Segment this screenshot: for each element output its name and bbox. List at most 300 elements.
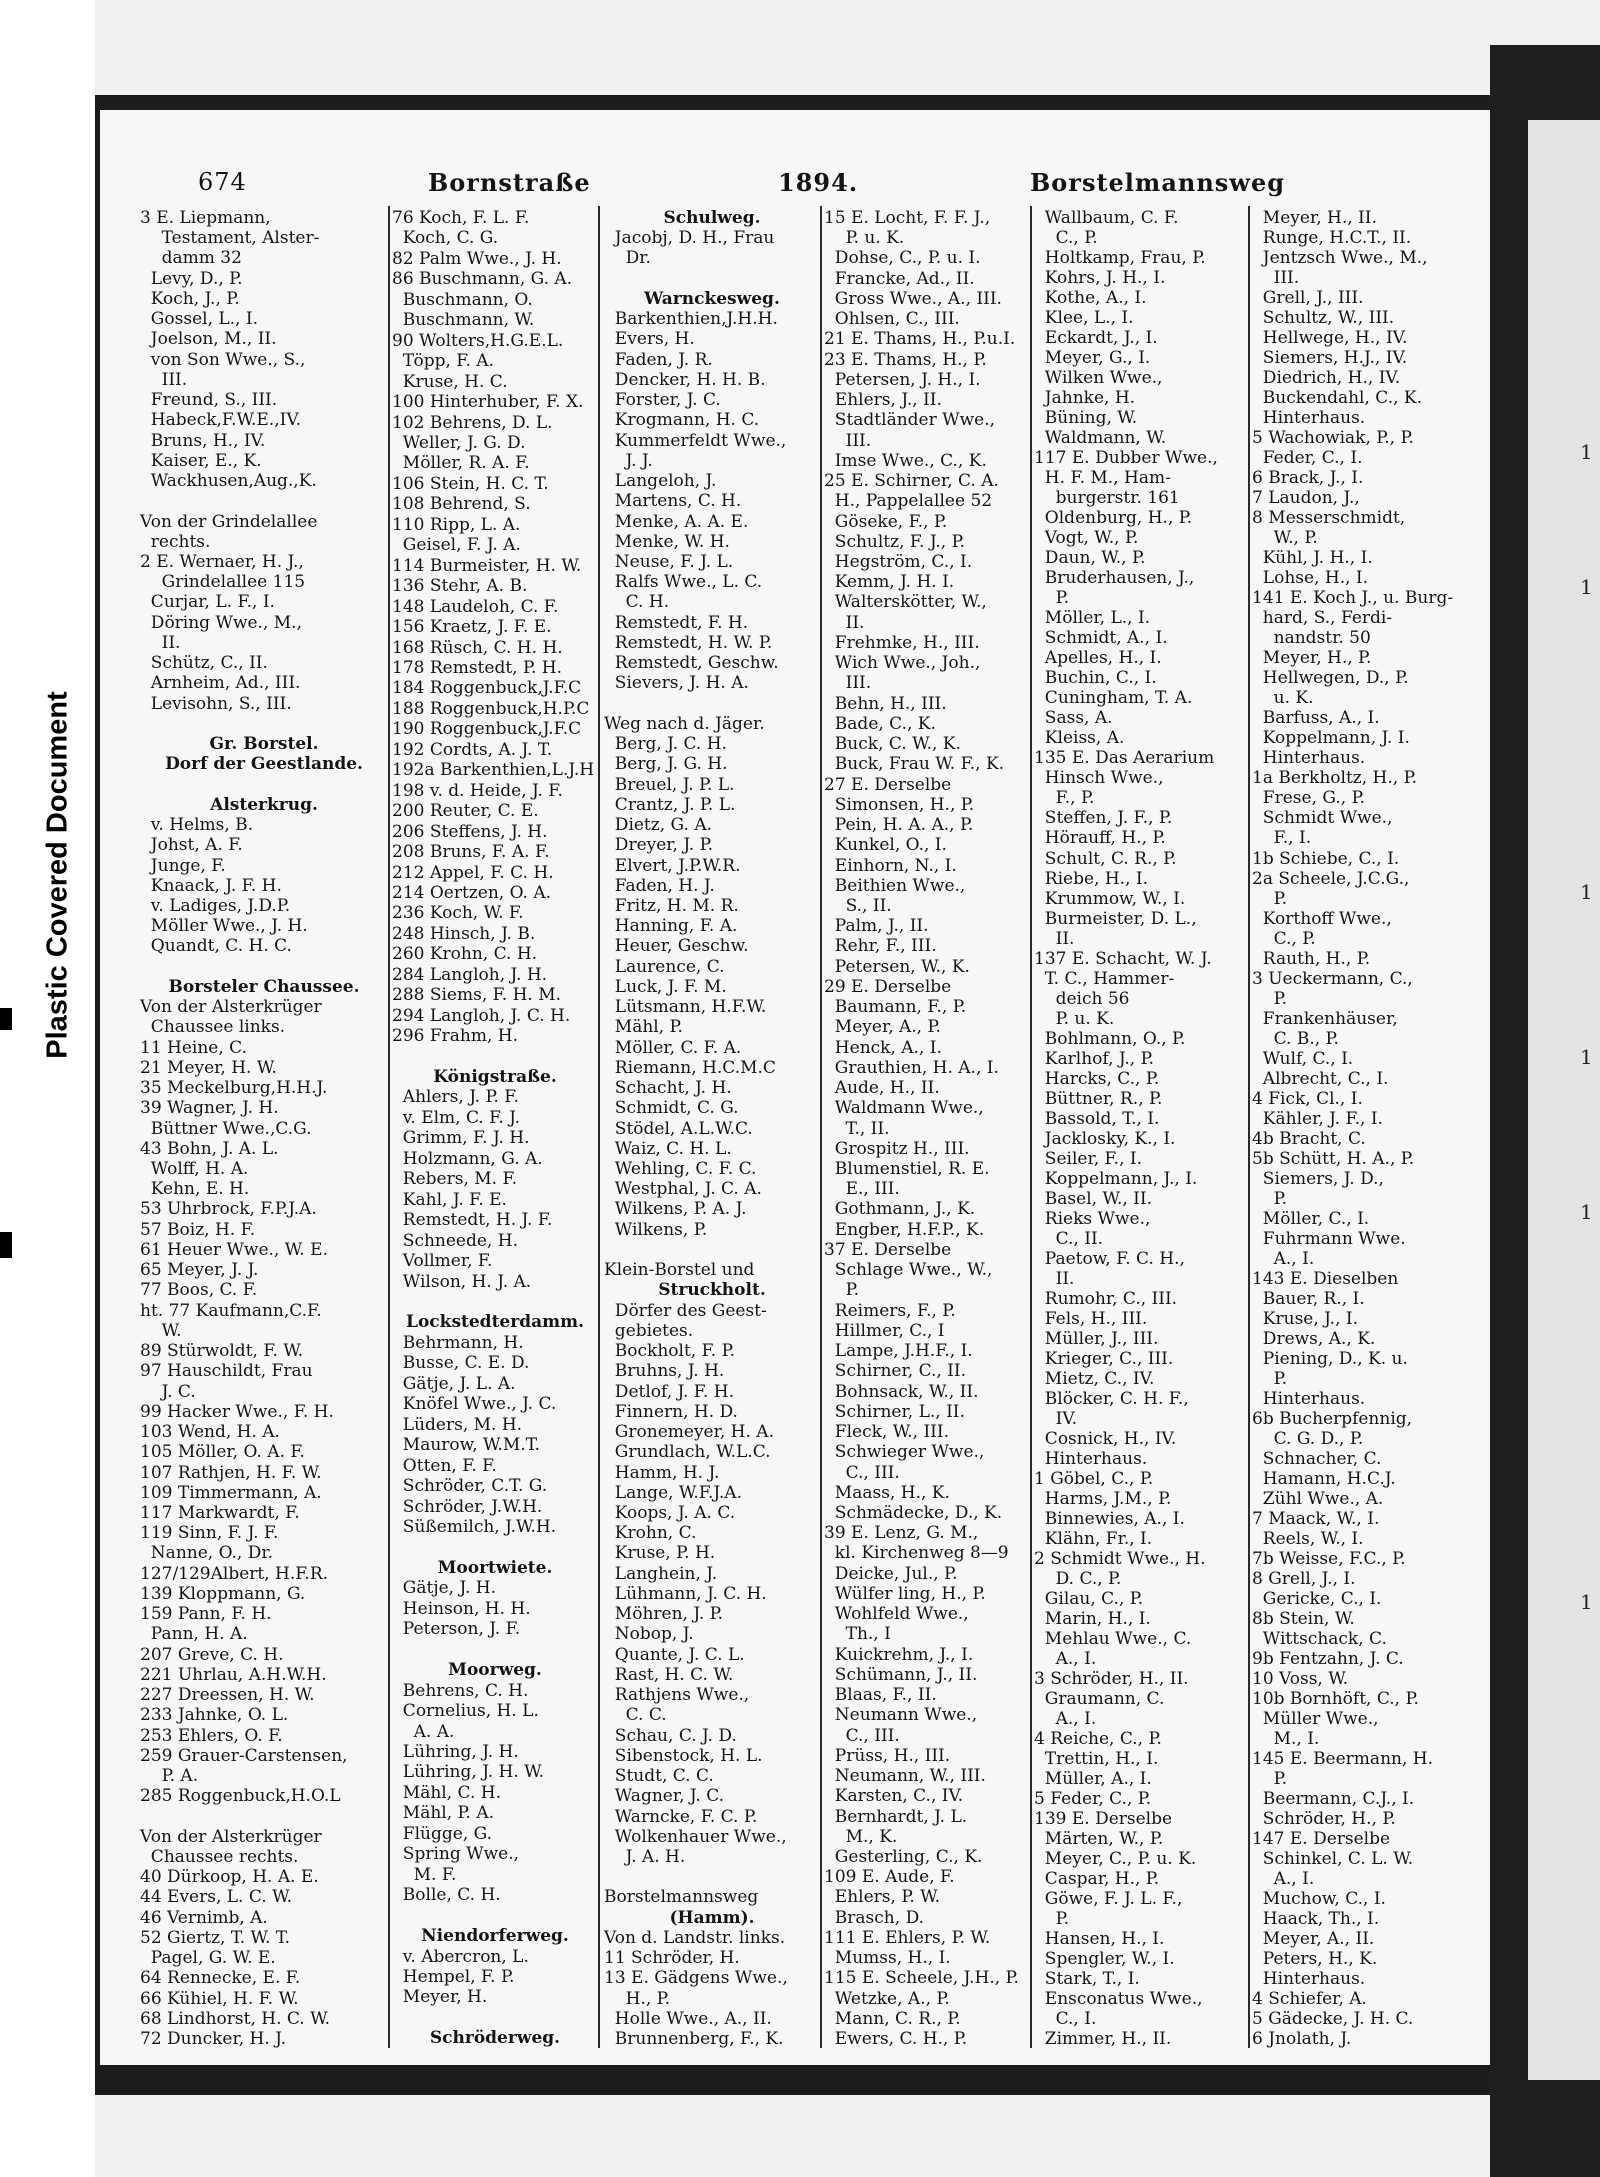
directory-entry: Lütsmann, H.F.W. [604, 997, 767, 1018]
directory-entry: Studt, C. C. [604, 1766, 714, 1787]
directory-entry: Von d. Landstr. links. [604, 1927, 786, 1948]
directory-entry: Gronemeyer, H. A. [604, 1422, 774, 1443]
directory-entry: Stark, T., I. [1034, 1969, 1140, 1990]
edge-mark [0, 1008, 12, 1030]
directory-entry: Eckardt, J., I. [1034, 328, 1158, 349]
directory-entry: Levisohn, S., III. [140, 693, 292, 714]
directory-entry: Rauth, H., P. [1252, 948, 1371, 969]
directory-entry: Aude, H., II. [824, 1078, 940, 1099]
directory-entry: A., I. [1252, 1248, 1315, 1269]
directory-entry: 236 Koch, W. F. [392, 903, 524, 924]
directory-entry: M., K. [824, 1826, 898, 1847]
directory-entry: Pagel, G. W. E. [140, 1948, 276, 1969]
directory-entry: 68 Lindhorst, H. C. W. [140, 2008, 331, 2029]
directory-entry: Kruse, P. H. [604, 1543, 716, 1564]
directory-entry [604, 269, 820, 289]
directory-entry: Knaack, J. F. H. [140, 875, 282, 896]
directory-entry: Hansen, H., I. [1034, 1929, 1165, 1950]
directory-entry: Kohrs, J. H., I. [1034, 268, 1166, 289]
directory-entry: 260 Krohn, C. H. [392, 944, 538, 965]
directory-entry: 10 Voss, W. [1252, 1669, 1349, 1690]
directory-entry: Cuningham, T. A. [1034, 688, 1193, 709]
directory-entry: W. [140, 1320, 182, 1341]
directory-entry: Meyer, C., P. u. K. [1034, 1849, 1197, 1870]
directory-entry: v. Ladiges, J.D.P. [140, 895, 291, 916]
directory-entry: Jacobj, D. H., Frau [604, 228, 775, 249]
directory-entry: Warncke, F. C. P. [604, 1806, 758, 1827]
directory-entry: Buschmann, O. [392, 289, 533, 310]
directory-entry: Westphal, J. C. A. [604, 1179, 762, 1200]
directory-entry: 27 E. Derselbe [824, 774, 952, 795]
directory-entry: Remstedt, F. H. [604, 612, 749, 633]
directory-entry: 148 Laudeloh, C. F. [392, 596, 559, 617]
directory-entry: Sass, A. [1034, 708, 1113, 729]
directory-entry: Möller, C., I. [1252, 1208, 1370, 1229]
directory-entry: 296 Frahm, H. [392, 1026, 519, 1047]
directory-entry: 61 Heuer Wwe., W. E. [140, 1239, 328, 1260]
directory-entry: Bauer, R., I. [1252, 1288, 1365, 1309]
directory-entry: 7b Weisse, F.C., P. [1252, 1549, 1406, 1570]
directory-entry: 90 Wolters,H.G.E.L. [392, 330, 564, 351]
directory-entry: 64 Rennecke, E. F. [140, 1968, 301, 1989]
directory-entry: Th., I [824, 1624, 891, 1645]
directory-entry: Dencker, H. H. B. [604, 369, 766, 390]
directory-entry: Beermann, C.J., I. [1252, 1789, 1415, 1810]
directory-entry: 8 Messerschmidt, [1252, 508, 1406, 529]
directory-entry: Büttner, R., P. [1034, 1088, 1163, 1109]
directory-entry: Johst, A. F. [140, 835, 243, 856]
directory-entry: 285 Roggenbuck,H.O.L [140, 1786, 341, 1807]
directory-entry: Schwieger Wwe., [824, 1442, 985, 1463]
directory-entry: Holtkamp, Frau, P. [1034, 248, 1206, 269]
directory-entry: Weller, J. G. D. [392, 432, 526, 453]
directory-entry: Bolle, C. H. [392, 1885, 501, 1906]
directory-entry: Drews, A., K. [1252, 1328, 1376, 1349]
directory-entry: 43 Bohn, J. A. L. [140, 1138, 279, 1159]
directory-entry: damm 32 [140, 248, 242, 269]
directory-entry: Schmädecke, D., K. [824, 1503, 1003, 1523]
directory-entry: Bohlmann, O., P. [1034, 1028, 1186, 1049]
directory-entry: ht. 77 Kaufmann,C.F. [140, 1300, 322, 1321]
directory-entry: 57 Boiz, H. F. [140, 1219, 256, 1240]
directory-entry: C., III. [824, 1725, 900, 1746]
directory-entry: Caspar, H., P. [1034, 1869, 1160, 1890]
directory-entry: 4 Fick, Cl., I. [1252, 1088, 1363, 1109]
directory-entry: 13 E. Gädgens Wwe., [604, 1968, 788, 1989]
directory-entry: IV. [1034, 1408, 1078, 1429]
directory-entry: 9b Fentzahn, J. C. [1252, 1649, 1404, 1670]
directory-entry: Curjar, L. F., I. [140, 592, 275, 613]
directory-entry: Langeloh, J. [604, 471, 717, 492]
directory-entry: 11 Heine, C. [140, 1037, 247, 1058]
directory-entry: Heinson, H. H. [392, 1598, 531, 1619]
directory-entry: Niendorferweg. [421, 1926, 569, 1947]
directory-entry: Menke, A. A. E. [604, 511, 749, 532]
directory-entry: Cosnick, H., IV. [1034, 1428, 1177, 1449]
directory-entry: A., I. [1034, 1709, 1097, 1730]
directory-entry: Koppelmann, J. I. [1252, 728, 1410, 749]
directory-entry: Remstedt, H. J. F. [392, 1210, 553, 1231]
directory-entry: Jentzsch Wwe., M., [1252, 248, 1428, 269]
directory-entry: 147 E. Derselbe [1252, 1829, 1391, 1850]
directory-entry: 136 Stehr, A. B. [392, 576, 528, 597]
directory-entry: P. [1252, 888, 1288, 909]
directory-entry: C., I. [1034, 2009, 1097, 2030]
directory-entry: Reimers, F., P. [824, 1300, 956, 1321]
directory-page [100, 110, 1490, 2065]
directory-entry: Kuickrehm, J., I. [824, 1644, 974, 1665]
directory-entry: Barkenthien,J.H.H. [604, 309, 778, 330]
directory-entry: Meyer, H. [392, 1987, 488, 2008]
directory-entry: Engber, H.F.P., K. [824, 1219, 985, 1240]
directory-entry: Rathjens Wwe., [604, 1685, 750, 1706]
directory-entry: Göseke, F., P. [824, 511, 948, 532]
directory-entry: 7 Maack, W., I. [1252, 1509, 1380, 1530]
directory-entry: 1 Göbel, C., P. [1034, 1468, 1154, 1489]
directory-entry: H., Pappelallee 52 [824, 491, 993, 512]
directory-entry: 221 Uhrlau, A.H.W.H. [140, 1664, 327, 1685]
directory-entry: Schmidt Wwe., [1252, 808, 1393, 829]
directory-entry: 39 Wagner, J. H. [140, 1098, 279, 1119]
directory-entry: Rast, H. C. W. [604, 1664, 734, 1685]
directory-entry: Schultz, F. J., P. [824, 531, 965, 552]
directory-entry: Wohlfeld Wwe., [824, 1604, 969, 1625]
directory-entry: Bade, C., K. [824, 713, 936, 734]
directory-entry [604, 1867, 820, 1887]
directory-entry: Maurow, W.M.T. [392, 1435, 540, 1456]
directory-entry: Büning, W. [1034, 408, 1138, 429]
margin-mark: 1 [1580, 880, 1593, 904]
directory-entry: 23 E. Thams, H., P. [824, 349, 987, 370]
directory-entry: Moortwiete. [437, 1557, 553, 1578]
directory-entry: Ohlsen, C., III. [824, 309, 960, 330]
directory-entry: Prüss, H., III. [824, 1745, 951, 1766]
directory-entry: Waldmann Wwe., [824, 1098, 984, 1119]
directory-entry: Schütz, C., II. [140, 653, 268, 674]
directory-entry: Piening, D., K. u. [1252, 1348, 1408, 1369]
directory-entry: J. C. [140, 1381, 196, 1402]
directory-entry: Lohse, H., I. [1252, 568, 1369, 589]
directory-entry: Bohnsack, W., II. [824, 1381, 979, 1402]
directory-entry: 259 Grauer-Carstensen, [140, 1745, 348, 1766]
directory-entry: Gothmann, J., K. [824, 1199, 976, 1220]
directory-entry [392, 1047, 598, 1067]
directory-entry: Meyer, A., II. [1252, 1929, 1375, 1950]
directory-entry: Habeck,F.W.E.,IV. [140, 410, 302, 431]
directory-entry: 77 Boos, C. F. [140, 1280, 258, 1301]
directory-entry: Sibenstock, H. L. [604, 1745, 763, 1766]
directory-entry: Wilson, H. J. A. [392, 1271, 532, 1292]
directory-entry: Wittschack, C. [1252, 1629, 1387, 1650]
directory-entry: 66 Kühiel, H. F. W. [140, 1988, 299, 2009]
margin-mark: 1 [1580, 575, 1593, 599]
directory-entry: 72 Duncker, H. J. [140, 2029, 287, 2050]
directory-entry: Mähl, P. [604, 1017, 683, 1038]
directory-entry: Fuhrmann Wwe. [1252, 1228, 1406, 1249]
directory-entry: 105 Möller, O. A. F. [140, 1442, 305, 1463]
directory-entry: H. F. M., Ham- [1034, 468, 1171, 489]
directory-entry [392, 2008, 598, 2028]
directory-entry: Riemann, H.C.M.C [604, 1057, 776, 1078]
directory-entry: III. [140, 369, 188, 390]
directory-entry: Bruderhausen, J., [1034, 568, 1195, 589]
column-2 [392, 208, 598, 2049]
directory-entry: C., II. [1034, 1228, 1104, 1249]
directory-entry: Behrmann, H. [392, 1332, 524, 1353]
directory-entry: Alsterkrug. [210, 794, 318, 815]
directory-entry: Harcks, C., P. [1034, 1068, 1160, 1089]
directory-entry: Krohn, C. [604, 1523, 697, 1544]
directory-entry: Gossel, L., I. [140, 309, 258, 330]
plastic-covered-text: Plastic Covered Document [41, 691, 74, 1059]
directory-entry: 53 Uhrbrock, F.P.J.A. [140, 1199, 317, 1220]
directory-entry: 208 Bruns, F. A. F. [392, 842, 550, 863]
directory-entry: 227 Dreessen, H. W. [140, 1685, 315, 1706]
directory-entry: Von der Grindelallee [140, 511, 318, 532]
directory-entry: Buschmann, W. [392, 310, 535, 331]
directory-entry: Dreyer, J. P. [604, 835, 714, 856]
directory-entry: Waiz, C. H. L. [604, 1138, 732, 1159]
directory-entry: 6 Brack, J., I. [1252, 468, 1364, 489]
directory-entry: Lüders, M. H. [392, 1414, 523, 1435]
directory-entry: Von der Alsterkrüger [140, 1826, 322, 1847]
directory-entry: Schröder, J.W.H. [392, 1496, 543, 1517]
directory-entry: Fels, H., III. [1034, 1308, 1148, 1329]
directory-entry: Stödel, A.L.W.C. [604, 1118, 753, 1139]
directory-entry: Buck, C. W., K. [824, 734, 961, 755]
directory-entry: Von der Alsterkrüger [140, 997, 322, 1018]
directory-entry: F., I. [1252, 828, 1312, 849]
directory-entry: Wolff, H. A. [140, 1159, 249, 1180]
directory-entry: Mähl, P. A. [392, 1803, 495, 1824]
directory-entry: 3 Ueckermann, C., [1252, 968, 1413, 989]
directory-entry: Petersen, J. H., I. [824, 369, 981, 390]
column-1 [140, 208, 388, 2049]
directory-entry: Simonsen, H., P. [824, 794, 975, 815]
directory-entry: Büttner Wwe.,C.G. [140, 1118, 312, 1139]
directory-entry: Ehlers, J., II. [824, 390, 942, 411]
directory-entry: 99 Hacker Wwe., F. H. [140, 1401, 334, 1422]
directory-entry: 214 Oertzen, O. A. [392, 882, 552, 903]
directory-entry: Hillmer, C., I [824, 1320, 945, 1341]
directory-entry: Chaussee links. [140, 1017, 286, 1038]
directory-entry: 2a Scheele, J.C.G., [1252, 868, 1410, 889]
directory-entry: 10b Bornhöft, C., P. [1252, 1689, 1419, 1710]
directory-entry: nandstr. 50 [1252, 628, 1371, 649]
directory-entry: Dorf der Geestlande. [165, 754, 363, 775]
directory-entry: Zühl Wwe., A. [1252, 1489, 1384, 1509]
directory-entry: Bassold, T., I. [1034, 1108, 1160, 1129]
directory-entry: Grundlach, W.L.C. [604, 1442, 771, 1463]
directory-entry: Mann, C. R., P. [824, 2008, 961, 2029]
directory-entry: Mumss, H., I. [824, 1948, 951, 1969]
directory-entry: Mehlau Wwe., C. [1034, 1629, 1192, 1650]
directory-entry: Remstedt, Geschw. [604, 653, 779, 674]
directory-entry: Schröder, H., P. [1252, 1809, 1396, 1830]
directory-entry: Kothe, A., I. [1034, 288, 1147, 309]
directory-entry: Frese, G., P. [1252, 788, 1365, 809]
column-5 [1034, 208, 1248, 2049]
column-rule [820, 206, 822, 2048]
directory-entry: Geisel, F. J. A. [392, 535, 521, 556]
directory-entry: u. K. [1252, 688, 1314, 709]
directory-entry: P. [1252, 988, 1288, 1009]
directory-entry: Peterson, J. F. [392, 1619, 521, 1640]
directory-entry: Hamm, H. J. [604, 1462, 720, 1483]
directory-entry: C., III. [824, 1462, 900, 1483]
directory-entry: Ralfs Wwe., L. C. [604, 572, 763, 593]
directory-entry: 198 v. d. Heide, J. F. [392, 780, 563, 801]
directory-entry: Meyer, A., P. [824, 1017, 941, 1038]
directory-entry: Wülfer ling, H., P. [824, 1583, 986, 1604]
margin-mark: 1 [1580, 1590, 1593, 1614]
directory-entry: Holle Wwe., A., II. [604, 2008, 772, 2029]
directory-entry: Breuel, J. P. L. [604, 774, 735, 795]
directory-entry: 141 E. Koch J., u. Burg- [1252, 588, 1454, 609]
directory-entry: Binnewies, A., I. [1034, 1509, 1185, 1530]
directory-entry: 39 E. Lenz, G. M., [824, 1523, 979, 1544]
directory-entry: 212 Appel, F. C. H. [392, 862, 554, 883]
directory-entry: Grauthien, H. A., I. [824, 1057, 999, 1078]
directory-entry: Korthoff Wwe., [1252, 908, 1392, 929]
directory-entry: Jahnke, H. [1034, 388, 1136, 409]
adjacent-page-edge [1528, 120, 1600, 2080]
directory-entry: 65 Meyer, J. J. [140, 1260, 259, 1281]
directory-entry: 76 Koch, F. L. F. [392, 208, 530, 228]
directory-entry: 114 Burmeister, H. W. [392, 555, 582, 576]
margin-mark: 1 [1580, 440, 1593, 464]
directory-entry [392, 1292, 598, 1312]
directory-entry: Karlhof, J., P. [1034, 1048, 1154, 1069]
directory-entry: 100 Hinterhuber, F. X. [392, 392, 584, 413]
directory-entry [140, 775, 388, 795]
directory-entry: Blaas, F., II. [824, 1685, 937, 1706]
directory-entry: 184 Roggenbuck,J.F.C [392, 678, 582, 699]
directory-entry: Hinsch Wwe., [1034, 768, 1164, 789]
directory-entry: 168 Rüsch, C. H. H. [392, 637, 563, 658]
column-3 [604, 208, 820, 2049]
directory-entry: C. H. [604, 592, 670, 613]
directory-entry: P. u. K. [1034, 1008, 1115, 1029]
plastic-covered-label [38, 620, 78, 1130]
directory-entry [392, 1537, 598, 1557]
directory-entry: Meyer, H., P. [1252, 648, 1372, 669]
directory-entry: Berg, J. G. H. [604, 754, 728, 775]
directory-entry: Laurence, C. [604, 956, 725, 977]
column-rule [1248, 206, 1250, 2048]
directory-entry: 109 E. Aude, F. [824, 1867, 955, 1888]
directory-entry: Henck, A., I. [824, 1037, 942, 1058]
directory-entry: Chaussee rechts. [140, 1846, 299, 1867]
directory-entry: 288 Siems, F. H. M. [392, 985, 562, 1006]
directory-entry: Schmidt, C. G. [604, 1098, 739, 1119]
directory-entry: Ensconatus Wwe., [1034, 1989, 1203, 2010]
directory-entry: Wehling, C. F. C. [604, 1159, 757, 1180]
directory-entry: P. [1034, 588, 1070, 609]
directory-entry: Albrecht, C., I. [1252, 1068, 1389, 1089]
directory-entry: Bernhardt, J. L. [824, 1806, 968, 1827]
directory-entry: II. [140, 632, 181, 653]
directory-entry: Brasch, D. [824, 1907, 924, 1928]
directory-entry: Holzmann, G. A. [392, 1148, 543, 1169]
directory-entry: III. [824, 430, 872, 451]
directory-entry: Wilken Wwe., [1034, 368, 1163, 389]
directory-entry: Schult, C. R., P. [1034, 848, 1177, 869]
directory-entry: Krogmann, H. C. [604, 410, 760, 431]
directory-entry: Brunnenberg, F., K. [604, 2029, 784, 2050]
directory-entry: Bruns, H., IV. [140, 430, 266, 451]
directory-entry: 6 Jnolath, J. [1252, 2029, 1352, 2050]
directory-entry: Bruhns, J. H. [604, 1361, 725, 1382]
directory-entry: D. C., P. [1034, 1569, 1122, 1590]
directory-entry: Freund, S., III. [140, 390, 278, 411]
directory-entry: Elvert, J.P.W.R. [604, 855, 741, 876]
directory-entry: Lühring, J. H. [392, 1741, 519, 1762]
directory-entry: Hinterhaus. [1252, 408, 1366, 429]
directory-entry: Koch, J., P. [140, 288, 240, 309]
directory-entry: Waldmann, W. [1034, 428, 1167, 449]
directory-entry: Crantz, J. P. L. [604, 794, 736, 815]
directory-entry: M. F. [392, 1864, 457, 1885]
directory-entry: Walterskötter, W., [824, 592, 987, 613]
directory-entry: Borsteler Chaussee. [168, 976, 360, 997]
directory-entry: Struckholt. [658, 1280, 766, 1301]
directory-entry: Kruse, H. C. [392, 371, 508, 392]
directory-entry: Wich Wwe., Joh., [824, 653, 981, 674]
directory-entry: Wulf, C., I. [1252, 1048, 1354, 1069]
directory-entry [140, 714, 388, 734]
directory-entry: Mähl, C. H. [392, 1782, 501, 1803]
directory-entry: Beithien Wwe., [824, 875, 966, 896]
directory-entry: 207 Greve, C. H. [140, 1644, 284, 1665]
directory-entry: Detlof, J. F. H. [604, 1381, 734, 1402]
directory-entry: Daun, W., P. [1034, 548, 1146, 569]
directory-entry: 3 E. Liepmann, [140, 208, 271, 228]
directory-entry: Gross Wwe., A., III. [824, 288, 1002, 309]
directory-entry: kl. Kirchenweg 8—9 [824, 1543, 1009, 1564]
directory-entry: 145 E. Beermann, H. [1252, 1749, 1433, 1770]
directory-entry: Baumann, F., P. [824, 997, 967, 1018]
directory-entry: Kruse, J., I. [1252, 1308, 1359, 1329]
directory-entry [392, 1906, 598, 1926]
directory-entry: Klee, L., I. [1034, 308, 1134, 329]
directory-entry: 25 E. Schirner, C. A. [824, 471, 999, 492]
directory-entry: 4 Schiefer, A. [1252, 1989, 1367, 2010]
directory-entry: 192 Cordts, A. J. T. [392, 739, 553, 760]
directory-entry: 21 Meyer, H. W. [140, 1057, 277, 1078]
directory-entry: Nanne, O., Dr. [140, 1543, 274, 1564]
directory-entry: III. [824, 673, 872, 694]
directory-entry: Riebe, H., I. [1034, 868, 1149, 889]
directory-entry: T. C., Hammer- [1034, 968, 1175, 989]
directory-entry: Gesterling, C., K. [824, 1846, 983, 1867]
directory-entry: Blöcker, C. H. F., [1034, 1388, 1189, 1409]
directory-entry: 82 Palm Wwe., J. H. [392, 248, 562, 269]
directory-entry: III. [1252, 268, 1300, 289]
directory-entry: Hinterhaus. [1252, 1969, 1366, 1990]
directory-entry: 233 Jahnke, O. L. [140, 1705, 289, 1726]
directory-entry: Dörfer des Geest- [604, 1300, 767, 1321]
year-heading: 1894. [778, 168, 859, 197]
directory-entry: M., I. [1252, 1729, 1320, 1750]
directory-entry: Faden, J. R. [604, 349, 713, 370]
directory-entry: Müller, A., I. [1034, 1769, 1152, 1790]
directory-entry: 127/129Albert, H.F.R. [140, 1563, 329, 1584]
directory-entry: 139 E. Derselbe [1034, 1809, 1173, 1830]
directory-entry: 110 Ripp, L. A. [392, 514, 521, 535]
directory-entry: Schnacher, C. [1252, 1448, 1382, 1469]
directory-entry: A. A. [392, 1721, 455, 1742]
